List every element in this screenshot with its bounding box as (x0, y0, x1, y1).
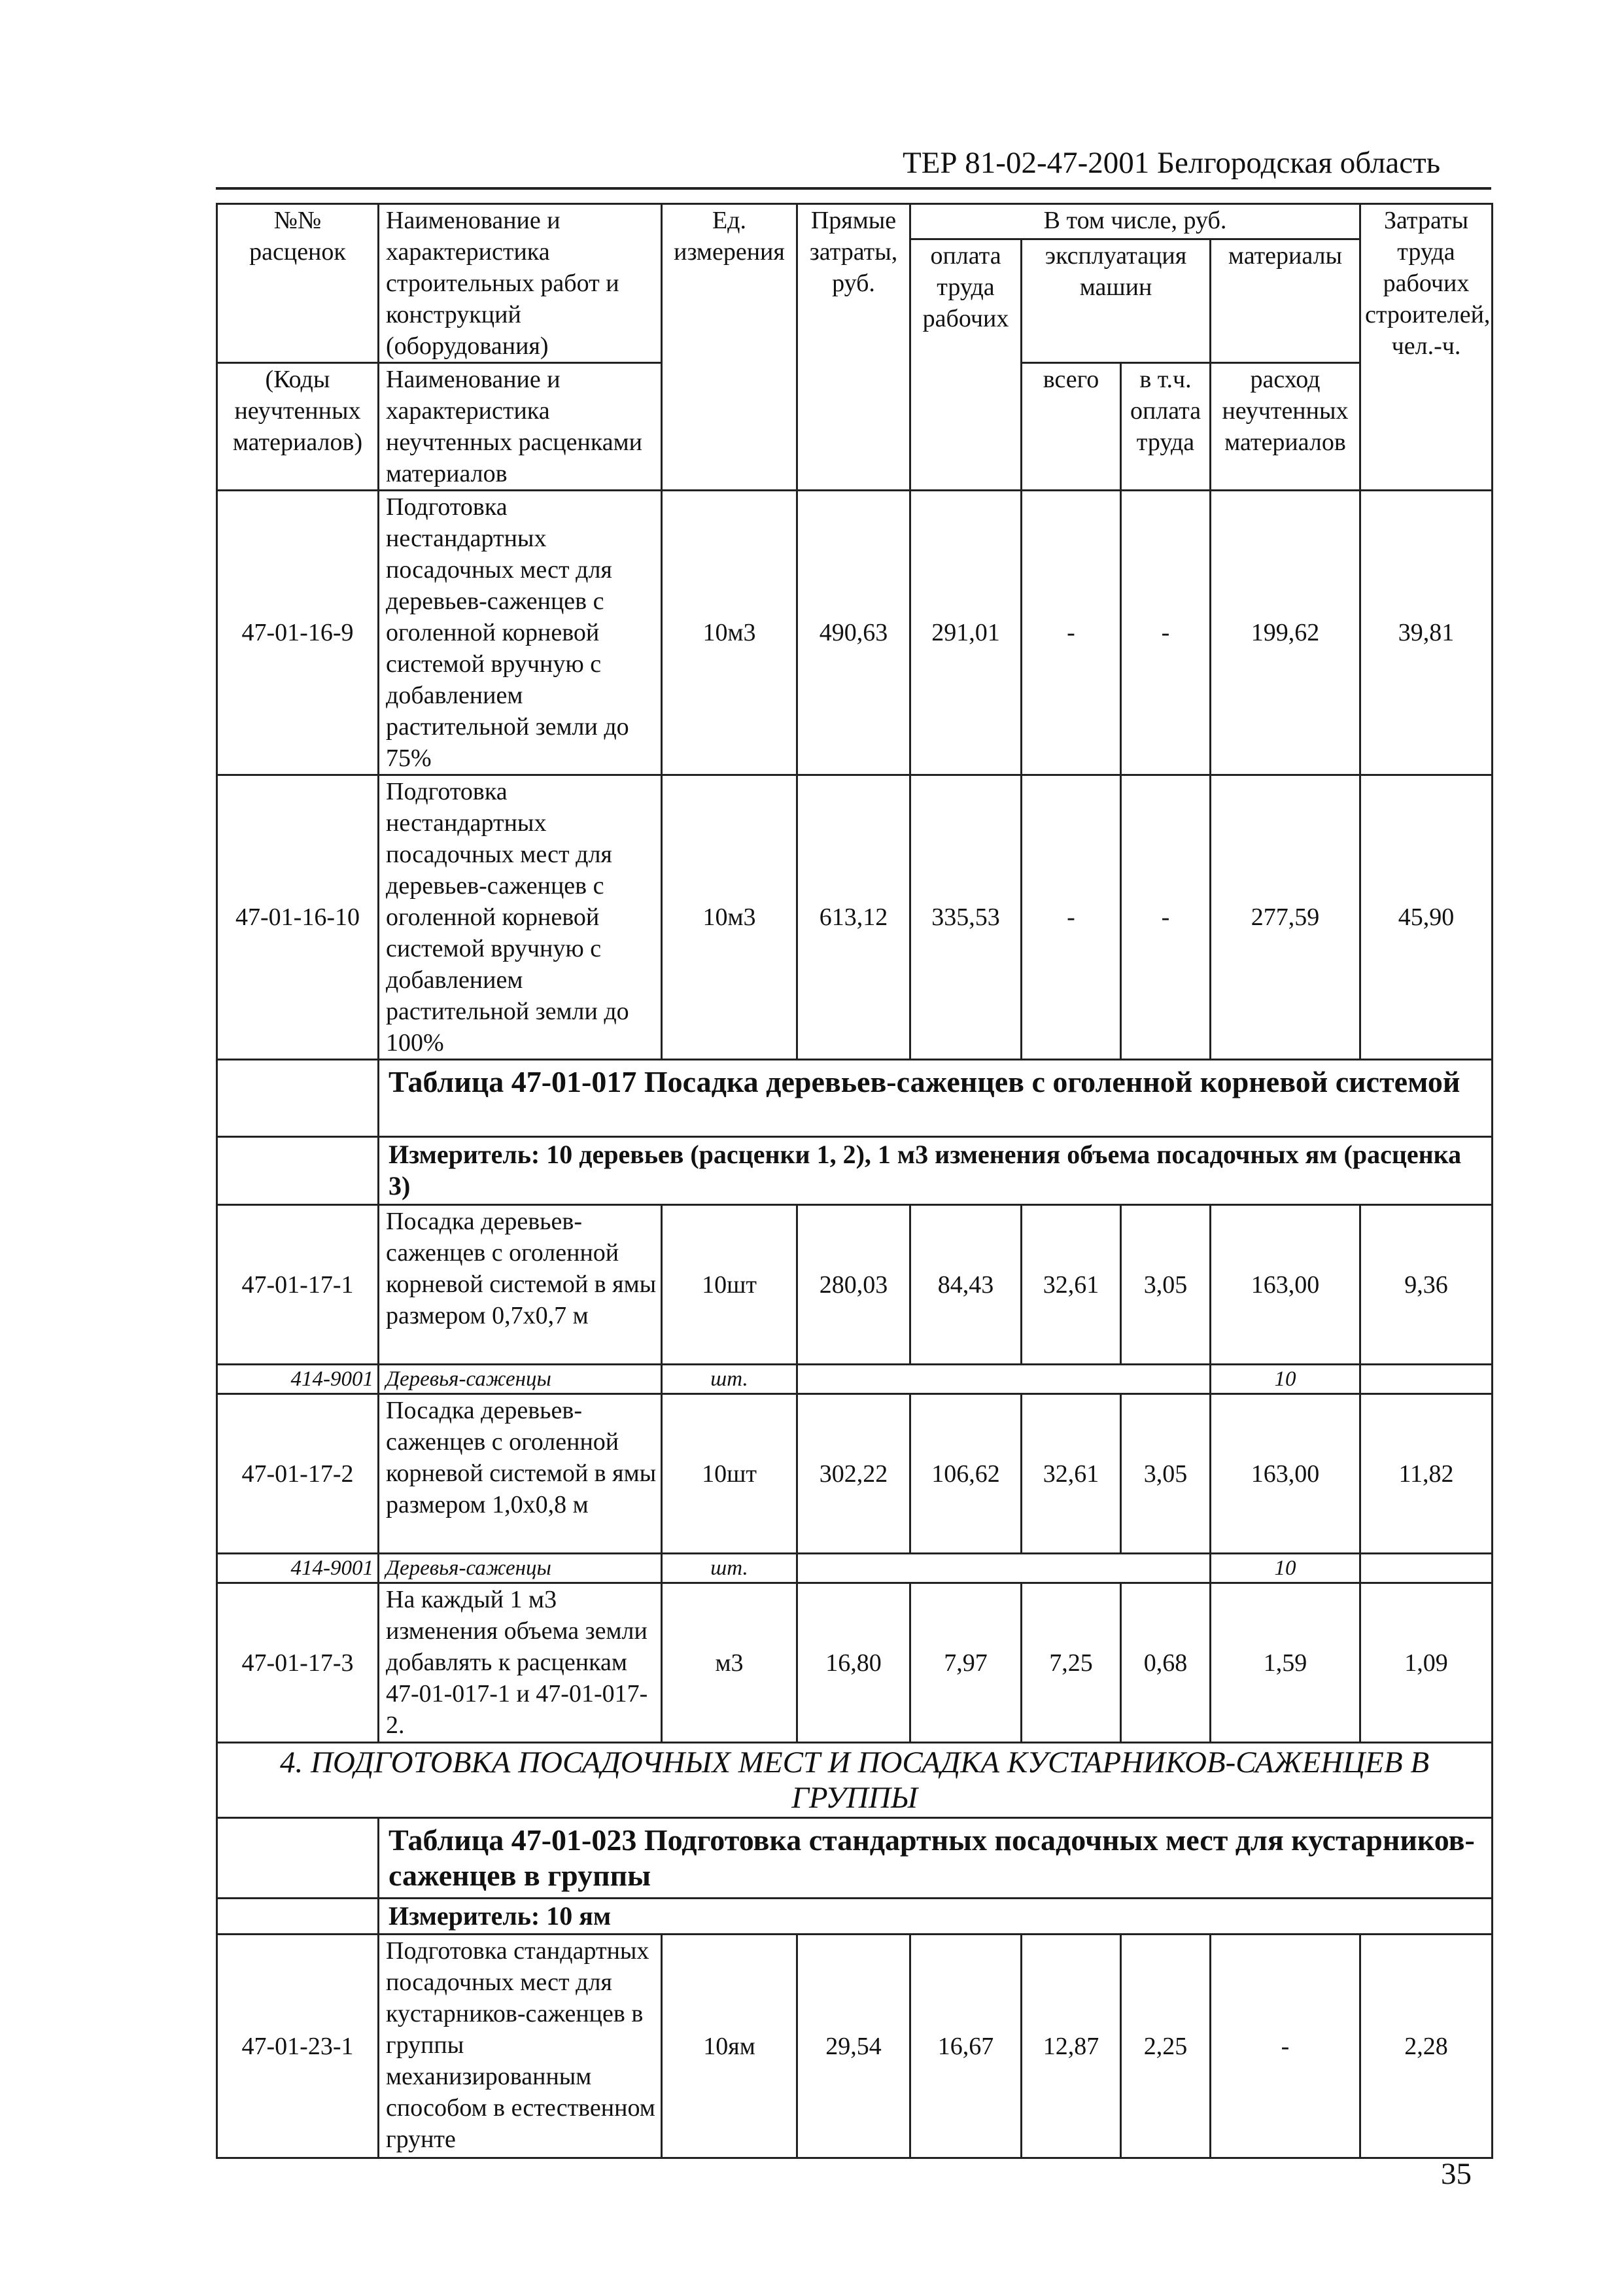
resource-code: 414-9001 (217, 1554, 379, 1583)
resource-qty: 10 (1211, 1365, 1360, 1394)
table-title-row (217, 1818, 1493, 1899)
rate-name: Подготовка нестандартных посадочных мест для деревьев-саженцев с оголенной корневой системой вручную с добавлением растительной земли до 75% (379, 491, 662, 775)
resource-qty: 10 (1211, 1554, 1360, 1583)
rate-machines: 32,61 (1022, 1205, 1121, 1365)
rate-machines-pay: 0,68 (1121, 1583, 1211, 1743)
rate-labor-pay: 7,97 (910, 1583, 1022, 1743)
rate-labor-hours: 39,81 (1360, 491, 1493, 775)
rate-materials: 163,00 (1211, 1205, 1360, 1365)
table-row (217, 1935, 1493, 2158)
section-title: 4. ПОДГОТОВКА ПОСАДОЧНЫХ МЕСТ И ПОСАДКА КУСТАРНИКОВ-САЖЕНЦЕВ В ГРУППЫ (217, 1743, 1493, 1818)
rate-direct: 613,12 (797, 775, 910, 1060)
rate-unit: 10м3 (662, 775, 797, 1060)
rate-name: Посадка деревьев-саженцев с оголенной корневой системой в ямы размером 0,7х0,7 м (379, 1205, 662, 1365)
rate-machines-pay: 2,25 (1121, 1935, 1211, 2158)
col-header-machines-pay: в т.ч. оплата труда (1121, 363, 1211, 491)
rate-code: 47-01-17-1 (217, 1205, 379, 1365)
rate-machines-pay: - (1121, 775, 1211, 1060)
table-title: Таблица 47-01-023 Подготовка стандартных посадочных мест для кустарников-саженцев в группы (379, 1818, 1493, 1899)
rate-machines-pay: 3,05 (1121, 1205, 1211, 1365)
resource-row (217, 1554, 1493, 1583)
table-row (217, 775, 1493, 1060)
rate-direct: 29,54 (797, 1935, 910, 2158)
resource-name: Деревья-саженцы (379, 1365, 662, 1394)
running-header: ТЕР 81-02-47-2001 Белгородская область (903, 146, 1441, 180)
header-row-1 (217, 204, 1493, 239)
rate-unit: 10шт (662, 1394, 797, 1554)
rate-unit: м3 (662, 1583, 797, 1743)
table-row (217, 491, 1493, 775)
table-meter: Измеритель: 10 деревьев (расценки 1, 2), 1 м3 изменения объема посадочных ям (расценка 3) (379, 1137, 1493, 1205)
rate-labor-hours: 11,82 (1360, 1394, 1493, 1554)
table-row (217, 1205, 1493, 1365)
table-row (217, 1583, 1493, 1743)
col-header-direct-costs: Прямые затраты, руб. (797, 204, 910, 491)
rate-direct: 16,80 (797, 1583, 910, 1743)
col-header-materials-use: расход неучтенных материалов (1211, 363, 1360, 491)
rate-code: 47-01-17-3 (217, 1583, 379, 1743)
col-header-machines: эксплуатация машин (1022, 239, 1211, 363)
rates-table (216, 203, 1493, 2159)
rate-direct: 302,22 (797, 1394, 910, 1554)
col-header-number: №№ расценок (217, 204, 379, 363)
rate-code: 47-01-16-9 (217, 491, 379, 775)
rate-labor-pay: 291,01 (910, 491, 1022, 775)
header-rule (216, 187, 1491, 190)
rate-materials: 277,59 (1211, 775, 1360, 1060)
table-title: Таблица 47-01-017 Посадка деревьев-саженцев с оголенной корневой системой (379, 1060, 1493, 1137)
table-meter: Измеритель: 10 ям (379, 1899, 1493, 1935)
rate-direct: 490,63 (797, 491, 910, 775)
col-header-materials: материалы (1211, 239, 1360, 363)
resource-code: 414-9001 (217, 1365, 379, 1394)
rate-machines: 12,87 (1022, 1935, 1121, 2158)
resource-row (217, 1365, 1493, 1394)
resource-name: Деревья-саженцы (379, 1554, 662, 1583)
rate-machines: - (1022, 775, 1121, 1060)
col-header-including: В том числе, руб. (910, 204, 1360, 239)
rate-name: Посадка деревьев-саженцев с оголенной корневой системой в ямы размером 1,0х0,8 м (379, 1394, 662, 1554)
rate-labor-hours: 45,90 (1360, 775, 1493, 1060)
col-header-codes: (Коды неучтенных материалов) (217, 363, 379, 491)
rate-name: На каждый 1 м3 изменения объема земли добавлять к расценкам 47-01-017-1 и 47-01-017-2. (379, 1583, 662, 1743)
col-header-unit: Ед. измерения (662, 204, 797, 491)
rate-unit: 10ям (662, 1935, 797, 2158)
meter-row (217, 1137, 1493, 1205)
rate-labor-hours: 9,36 (1360, 1205, 1493, 1365)
rate-name: Подготовка стандартных посадочных мест для кустарников-саженцев в группы механизированным способом в естественном грунте (379, 1935, 662, 2158)
section-row (217, 1743, 1493, 1818)
col-header-name: Наименование и характеристика строительных работ и конструкций (оборудования) (379, 204, 662, 363)
rate-materials: 1,59 (1211, 1583, 1360, 1743)
rate-unit: 10м3 (662, 491, 797, 775)
rate-machines: 7,25 (1022, 1583, 1121, 1743)
rate-code: 47-01-23-1 (217, 1935, 379, 2158)
rate-unit: 10шт (662, 1205, 797, 1365)
col-header-labor-pay: оплата труда рабочих (910, 239, 1022, 491)
resource-unit: шт. (662, 1554, 797, 1583)
col-header-machines-total: всего (1022, 363, 1121, 491)
rate-machines: 32,61 (1022, 1394, 1121, 1554)
table-row (217, 1394, 1493, 1554)
table-title-row (217, 1060, 1493, 1137)
rate-labor-hours: 2,28 (1360, 1935, 1493, 2158)
rate-materials: - (1211, 1935, 1360, 2158)
page-number: 35 (1441, 2157, 1472, 2191)
rate-machines: - (1022, 491, 1121, 775)
rate-direct: 280,03 (797, 1205, 910, 1365)
rate-materials: 199,62 (1211, 491, 1360, 775)
rate-materials: 163,00 (1211, 1394, 1360, 1554)
rate-labor-hours: 1,09 (1360, 1583, 1493, 1743)
rate-labor-pay: 106,62 (910, 1394, 1022, 1554)
resource-unit: шт. (662, 1365, 797, 1394)
rate-labor-pay: 16,67 (910, 1935, 1022, 2158)
rate-machines-pay: 3,05 (1121, 1394, 1211, 1554)
rate-labor-pay: 84,43 (910, 1205, 1022, 1365)
rate-code: 47-01-16-10 (217, 775, 379, 1060)
col-header-labor-costs: Затраты труда рабочих строителей, чел.-ч. (1360, 204, 1493, 491)
rate-labor-pay: 335,53 (910, 775, 1022, 1060)
rate-machines-pay: - (1121, 491, 1211, 775)
rate-code: 47-01-17-2 (217, 1394, 379, 1554)
meter-row (217, 1899, 1493, 1935)
rate-name: Подготовка нестандартных посадочных мест для деревьев-саженцев с оголенной корневой системой вручную с добавлением растительной земли до 100% (379, 775, 662, 1060)
col-header-name-materials: Наименование и характеристика неучтенных расценками материалов (379, 363, 662, 491)
